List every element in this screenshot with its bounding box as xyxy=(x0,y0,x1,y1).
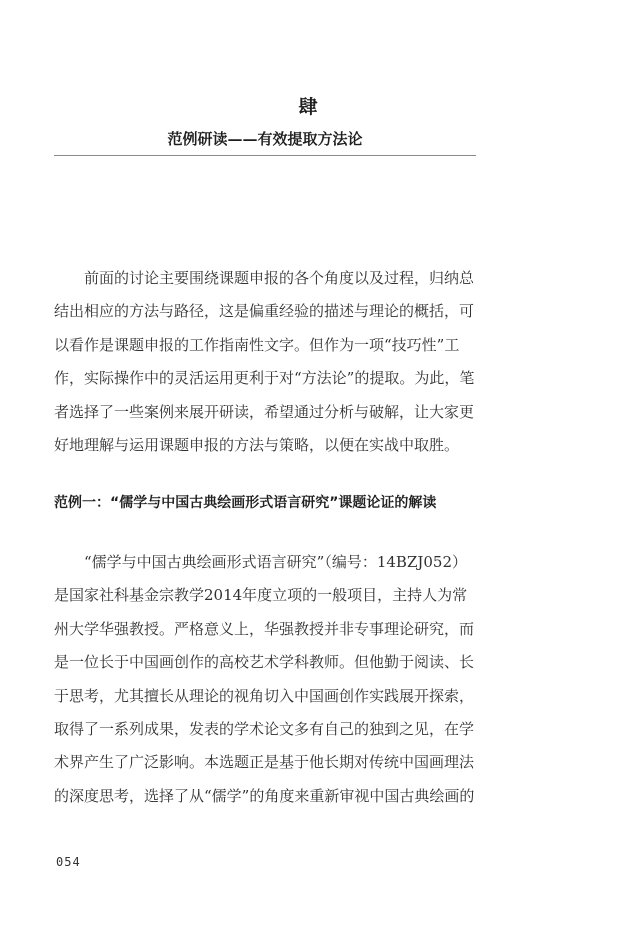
paragraph-line: “儒学与中国古典绘画形式语言研究”（编号：14BZJ052） xyxy=(84,553,468,571)
paragraph-line: 结出相应的方法与路径，这是偏重经验的描述与理论的概括，可 xyxy=(54,302,475,321)
body-paragraph xyxy=(54,546,478,813)
paragraph-line: 于思考，尤其擅长从理论的视角切入中国画创作实践展开探索， xyxy=(54,686,475,705)
paragraph-line: 取得了一系列成果，发表的学术论文多有自己的独到之见，在学 xyxy=(54,720,475,739)
paragraph-line: 作，实际操作中的灵活运用更利于对“方法论”的提取。为此，笔 xyxy=(54,369,475,388)
paragraph-line: 的深度思考，选择了从“儒学”的角度来重新审视中国古典绘画的 xyxy=(54,786,475,805)
paragraph-line: 者选择了一些案例来展开研读，希望通过分析与破解，让大家更 xyxy=(54,402,475,421)
title-divider xyxy=(54,155,476,156)
chapter-number: 肆 xyxy=(298,96,320,118)
paragraph-line: 好地理解与运用课题申报的方法与策略，以便在实战中取胜。 xyxy=(54,436,460,455)
paragraph-line: 术界产生了广泛影响。本选题正是基于他长期对传统中国画理法 xyxy=(54,753,475,772)
chapter-title: 范例研读——有效提取方法论 xyxy=(167,130,363,148)
section-heading: 范例一：“儒学与中国古典绘画形式语言研究”课题论证的解读 xyxy=(54,495,437,511)
paragraph-line: 州大学华强教授。严格意义上，华强教授并非专事理论研究，而 xyxy=(54,619,475,638)
paragraph-line: 以看作是课题申报的工作指南性文字。但作为一项“技巧性”工 xyxy=(54,335,460,354)
intro-paragraph xyxy=(54,262,478,462)
paragraph-line: 是一位长于中国画创作的高校艺术学科教师。但他勤于阅读、长 xyxy=(54,653,475,672)
paragraph-line: 是国家社科基金宗教学2014年度立项的一般项目，主持人为常 xyxy=(54,586,468,605)
paragraph-line: 前面的讨论主要围绕课题申报的各个角度以及过程，归纳总 xyxy=(84,269,475,287)
page-number: 054 xyxy=(56,855,81,869)
